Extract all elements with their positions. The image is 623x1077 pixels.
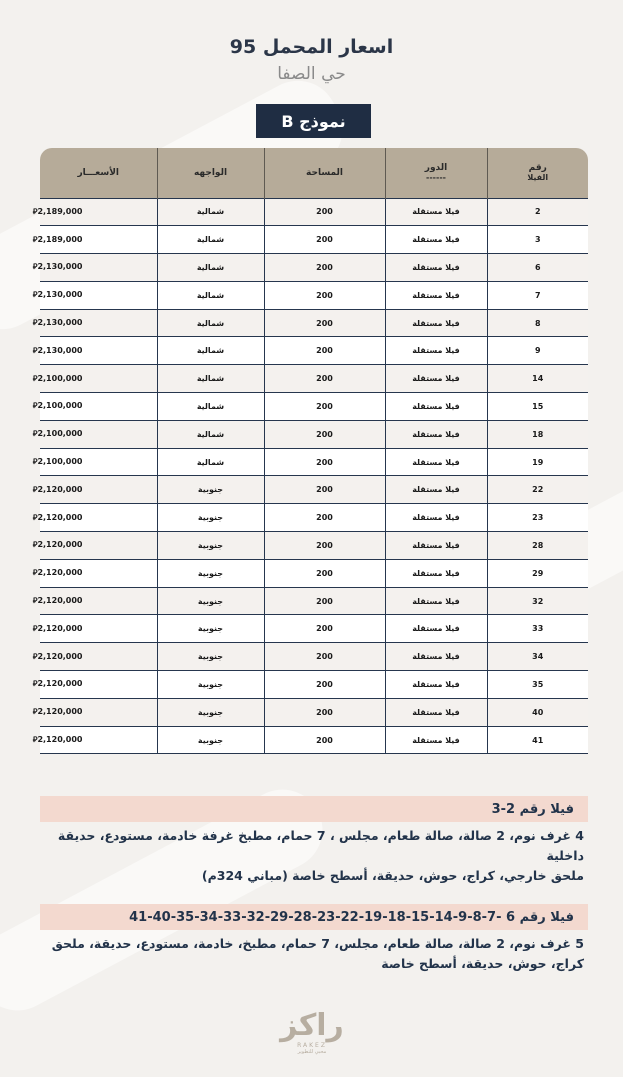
price-value: 2,120,000	[37, 540, 83, 550]
price-value: 2,130,000	[37, 290, 83, 300]
floor-cell: فيلا مستقلة	[385, 448, 487, 476]
price-cell	[32, 309, 157, 337]
price-cell	[32, 448, 157, 476]
villa-number-cell: 19	[487, 448, 588, 476]
price-value: 2,120,000	[37, 568, 83, 578]
villa-number-cell: 28	[487, 532, 588, 560]
floor-cell: فيلا مستقلة	[385, 559, 487, 587]
price-cell	[32, 198, 157, 226]
facade-cell: جنوبية	[157, 698, 264, 726]
riyal-icon: ⃁	[32, 484, 38, 494]
price-cell	[32, 504, 157, 532]
floor-cell: فيلا مستقلة	[385, 698, 487, 726]
area-cell: 200	[264, 615, 385, 643]
price-value: 2,100,000	[37, 429, 83, 439]
riyal-icon: ⃁	[32, 262, 38, 272]
floor-cell: فيلا مستقلة	[385, 476, 487, 504]
column-header-villa-sub: الفيلا	[527, 173, 549, 183]
floor-cell: فيلا مستقلة	[385, 532, 487, 560]
price-value: 2,120,000	[37, 651, 83, 661]
riyal-icon: ⃁	[32, 429, 38, 439]
area-cell: 200	[264, 476, 385, 504]
description-line: 5 غرف نوم، 2 صالة، صالة طعام، مجلس، 7 حمام، مطبخ، خادمة، مستودع، حديقة، ملحق	[51, 936, 584, 951]
facade-cell: شمالية	[157, 254, 264, 282]
price-value: 2,120,000	[37, 596, 83, 606]
floor-cell: فيلا مستقلة	[385, 393, 487, 421]
rakez-logo	[272, 1010, 352, 1055]
price-cell	[32, 254, 157, 282]
page-subtitle: حي الصفا	[277, 64, 346, 84]
price-cell	[32, 365, 157, 393]
area-cell: 200	[264, 393, 385, 421]
floor-cell: فيلا مستقلة	[385, 504, 487, 532]
facade-cell: جنوبية	[157, 504, 264, 532]
area-cell: 200	[264, 726, 385, 754]
table-row	[40, 420, 588, 448]
table-row	[40, 226, 588, 254]
facade-cell: شمالية	[157, 309, 264, 337]
description-line: كراج، حوش، حديقة، أسطح خاصة	[381, 956, 584, 971]
section-heading-villa-group: فيلا رقم 6 -7-8-9-14-15-18-19-22-23-28-29-32-33-34-35-40-41	[40, 904, 588, 930]
floor-cell: فيلا مستقلة	[385, 198, 487, 226]
area-cell: 200	[264, 198, 385, 226]
column-header-facade: الواجهه	[157, 148, 264, 198]
table-row	[40, 309, 588, 337]
price-cell	[32, 559, 157, 587]
column-header-floor-sub: ------	[426, 173, 446, 183]
table-row	[40, 559, 588, 587]
price-cell	[32, 337, 157, 365]
facade-cell: جنوبية	[157, 643, 264, 671]
facade-cell: شمالية	[157, 198, 264, 226]
villa-number-cell: 22	[487, 476, 588, 504]
floor-cell: فيلا مستقلة	[385, 226, 487, 254]
facade-cell: جنوبية	[157, 671, 264, 699]
villa-number-cell: 7	[487, 281, 588, 309]
table-row	[40, 587, 588, 615]
villa-number-cell: 33	[487, 615, 588, 643]
riyal-icon: ⃁	[32, 318, 38, 328]
column-header-price: الأسعـــار	[40, 148, 157, 198]
riyal-icon: ⃁	[32, 373, 38, 383]
table-row	[40, 615, 588, 643]
price-value: 2,130,000	[37, 318, 83, 328]
villa-number-cell: 32	[487, 587, 588, 615]
section-description-villa-group	[40, 934, 588, 974]
riyal-icon: ⃁	[32, 540, 38, 550]
villa-number-cell: 9	[487, 337, 588, 365]
riyal-icon: ⃁	[32, 596, 38, 606]
riyal-icon: ⃁	[32, 345, 38, 355]
facade-cell: شمالية	[157, 365, 264, 393]
table-row	[40, 671, 588, 699]
area-cell: 200	[264, 671, 385, 699]
price-value: 2,120,000	[37, 623, 83, 633]
riyal-icon: ⃁	[32, 568, 38, 578]
logo-tagline: محبي للتطوير	[297, 1049, 327, 1055]
villa-number-cell: 2	[487, 198, 588, 226]
villa-number-cell: 41	[487, 726, 588, 754]
price-cell	[32, 587, 157, 615]
price-value: 2,120,000	[37, 707, 83, 717]
price-value: 2,189,000	[37, 234, 83, 244]
price-cell	[32, 393, 157, 421]
floor-cell: فيلا مستقلة	[385, 587, 487, 615]
price-cell	[32, 698, 157, 726]
area-cell: 200	[264, 420, 385, 448]
riyal-icon: ⃁	[32, 206, 38, 216]
floor-cell: فيلا مستقلة	[385, 726, 487, 754]
area-cell: 200	[264, 309, 385, 337]
column-header-villa	[487, 148, 588, 198]
price-cell	[32, 643, 157, 671]
column-header-area: المساحة	[264, 148, 385, 198]
price-cell	[32, 671, 157, 699]
area-cell: 200	[264, 587, 385, 615]
villa-number-cell: 23	[487, 504, 588, 532]
section-heading-villa-2-3: فيلا رقم 2-3	[40, 796, 588, 822]
table-row	[40, 532, 588, 560]
section-description-villa-2-3	[40, 826, 588, 886]
table-row	[40, 643, 588, 671]
area-cell: 200	[264, 226, 385, 254]
area-cell: 200	[264, 559, 385, 587]
page-title: اسعار المحمل 95	[229, 36, 394, 58]
area-cell: 200	[264, 448, 385, 476]
riyal-icon: ⃁	[32, 707, 38, 717]
riyal-icon: ⃁	[32, 401, 38, 411]
villa-number-cell: 34	[487, 643, 588, 671]
price-value: 2,130,000	[37, 345, 83, 355]
facade-cell: جنوبية	[157, 476, 264, 504]
riyal-icon: ⃁	[32, 651, 38, 661]
column-header-floor	[385, 148, 487, 198]
facade-cell: شمالية	[157, 393, 264, 421]
villa-number-cell: 3	[487, 226, 588, 254]
floor-cell: فيلا مستقلة	[385, 615, 487, 643]
price-cell	[32, 281, 157, 309]
price-value: 2,100,000	[37, 401, 83, 411]
floor-cell: فيلا مستقلة	[385, 643, 487, 671]
floor-cell: فيلا مستقلة	[385, 337, 487, 365]
model-badge: نموذج B	[256, 104, 371, 138]
price-value: 2,189,000	[37, 206, 83, 216]
table-row	[40, 448, 588, 476]
table-row	[40, 198, 588, 226]
facade-cell: جنوبية	[157, 559, 264, 587]
price-value: 2,120,000	[37, 512, 83, 522]
riyal-icon: ⃁	[32, 512, 38, 522]
description-line: ملحق خارجي، كراج، حوش، حديقة، أسطح خاصة (مباني 324م)	[201, 868, 584, 883]
table-row	[40, 698, 588, 726]
facade-cell: جنوبية	[157, 615, 264, 643]
facade-cell: شمالية	[157, 281, 264, 309]
price-table	[32, 148, 588, 754]
floor-cell: فيلا مستقلة	[385, 309, 487, 337]
price-value: 2,130,000	[37, 262, 83, 272]
facade-cell: جنوبية	[157, 587, 264, 615]
table-row	[40, 393, 588, 421]
table-body	[32, 198, 588, 754]
area-cell: 200	[264, 532, 385, 560]
area-cell: 200	[264, 254, 385, 282]
table-row	[40, 476, 588, 504]
floor-cell: فيلا مستقلة	[385, 365, 487, 393]
area-cell: 200	[264, 337, 385, 365]
logo-mark: راكز	[280, 1008, 344, 1043]
riyal-icon: ⃁	[32, 679, 38, 689]
villa-number-cell: 6	[487, 254, 588, 282]
area-cell: 200	[264, 365, 385, 393]
price-value: 2,100,000	[37, 373, 83, 383]
riyal-icon: ⃁	[32, 290, 38, 300]
price-value: 2,100,000	[37, 457, 83, 467]
facade-cell: جنوبية	[157, 532, 264, 560]
area-cell: 200	[264, 504, 385, 532]
villa-number-cell: 14	[487, 365, 588, 393]
price-value: 2,120,000	[37, 735, 83, 745]
description-line: 4 غرف نوم، 2 صالة، صالة طعام، مجلس ، 7 حمام، مطبخ غرفة خادمة، مستودع، حديقة داخلية	[57, 828, 584, 863]
table-header-row	[40, 148, 588, 198]
riyal-icon: ⃁	[32, 234, 38, 244]
riyal-icon: ⃁	[32, 623, 38, 633]
price-value: 2,120,000	[37, 679, 83, 689]
column-header-villa-label: رقم	[528, 163, 547, 174]
table-row	[40, 337, 588, 365]
floor-cell: فيلا مستقلة	[385, 420, 487, 448]
area-cell: 200	[264, 281, 385, 309]
table-row	[40, 726, 588, 754]
price-cell	[32, 226, 157, 254]
table-row	[40, 365, 588, 393]
villa-number-cell: 15	[487, 393, 588, 421]
area-cell: 200	[264, 643, 385, 671]
riyal-icon: ⃁	[32, 457, 38, 467]
facade-cell: شمالية	[157, 337, 264, 365]
table-row	[40, 254, 588, 282]
villa-number-cell: 29	[487, 559, 588, 587]
facade-cell: شمالية	[157, 226, 264, 254]
price-cell	[32, 476, 157, 504]
villa-number-cell: 18	[487, 420, 588, 448]
villa-number-cell: 8	[487, 309, 588, 337]
villa-number-cell: 35	[487, 671, 588, 699]
riyal-icon: ⃁	[32, 735, 38, 745]
villa-number-cell: 40	[487, 698, 588, 726]
floor-cell: فيلا مستقلة	[385, 254, 487, 282]
price-cell	[32, 726, 157, 754]
price-cell	[32, 420, 157, 448]
area-cell: 200	[264, 698, 385, 726]
price-value: 2,120,000	[37, 484, 83, 494]
table-row	[40, 281, 588, 309]
table-row	[40, 504, 588, 532]
floor-cell: فيلا مستقلة	[385, 281, 487, 309]
logo-wordmark: RAKEZ	[297, 1042, 327, 1049]
price-cell	[32, 532, 157, 560]
column-header-floor-label: الدور	[424, 163, 448, 174]
floor-cell: فيلا مستقلة	[385, 671, 487, 699]
facade-cell: شمالية	[157, 448, 264, 476]
price-cell	[32, 615, 157, 643]
facade-cell: جنوبية	[157, 726, 264, 754]
facade-cell: شمالية	[157, 420, 264, 448]
